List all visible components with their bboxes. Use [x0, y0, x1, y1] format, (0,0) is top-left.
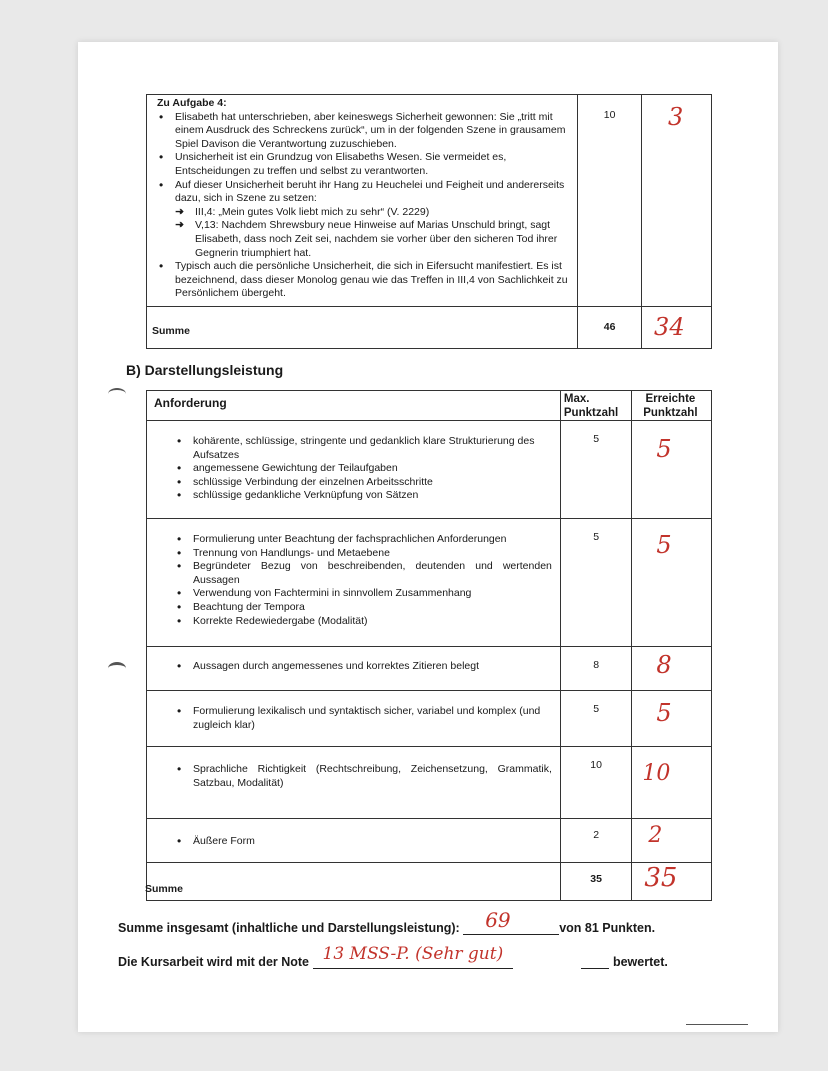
task-4-subpoints [175, 206, 571, 260]
document-page [78, 42, 778, 1032]
header-requirement [147, 391, 561, 421]
criteria-item: • Äußere Form [193, 835, 552, 849]
criteria-row [147, 747, 712, 819]
header-requirement-label: Anforderung [154, 396, 227, 410]
arrow-right-icon: • ➔ [175, 219, 185, 232]
criteria-achieved: 5 [656, 531, 672, 559]
grade-blank [313, 944, 513, 969]
criteria-cell [147, 819, 561, 863]
criteria-item: • Verwendung von Fachtermini in sinnvollem Zusammenhang [193, 587, 552, 601]
header-max-label: Max. Punktzahl [563, 393, 619, 419]
criteria-row [147, 819, 712, 863]
criteria-list [175, 705, 552, 732]
criteria-item: • Korrekte Redewiedergabe (Modalität) [193, 615, 552, 629]
summe-label-b: Summe [145, 883, 183, 895]
criteria-row [147, 421, 712, 519]
header-achieved-label: Erreichte Punktzahl [643, 393, 698, 419]
margin-mark [108, 388, 126, 400]
criteria-item: • schlüssige gedankliche Verknüpfung von Sätzen [193, 489, 552, 503]
edge-line [686, 1024, 748, 1025]
task-4-subpoint [175, 219, 571, 260]
criteria-achieved-cell [632, 519, 712, 647]
criteria-achieved-cell [632, 647, 712, 691]
criteria-item: • Begründeter Bezug von beschreibenden, deutenden und wertenden Aussagen [193, 560, 552, 587]
task-4-heading: Zu Aufgabe 4: [157, 97, 227, 109]
criteria-max: 5 [593, 433, 600, 445]
task-4-bullet: • Elisabeth hat unterschrieben, aber keineswegs Sicherheit gewonnen: Sie „tritt mit einem Ausdruck des Schreckens zurück“, um in der folgenden Szene in grausamem Spiel Davison die Verantwortung zuzuschieben. [175, 111, 571, 152]
criteria-item: • schlüssige Verbindung der einzelnen Arbeitsschritte [193, 476, 552, 490]
criteria-max: 5 [593, 531, 600, 543]
criteria-item: • Formulierung unter Beachtung der fachsprachlichen Anforderungen [193, 533, 552, 547]
criteria-item: • Trennung von Handlungs- und Metaebene [193, 547, 552, 561]
summe-max-cell-a [578, 307, 642, 349]
task-4-achieved-cell [642, 95, 712, 307]
criteria-item: • angemessene Gewichtung der Teilaufgaben [193, 462, 552, 476]
task-4-bullet: • Typisch auch die persönliche Unsicherheit, die sich in Eifersucht manifestiert. Es ist bezeichnend, dass dieser Monolog genau wie das Treffen in III,4 von Sachlichkeit zu Persönlichem übergeht. [175, 260, 571, 301]
summe-row-a [147, 307, 712, 349]
task-4-max-cell [578, 95, 642, 307]
criteria-max-cell [560, 421, 632, 519]
criteria-cell [147, 647, 561, 691]
criteria-achieved-cell [632, 819, 712, 863]
criteria-max-cell [560, 819, 632, 863]
total-value: 69 [485, 908, 511, 932]
criteria-list [175, 533, 552, 628]
grade-label: Die Kursarbeit wird mit der Note [118, 955, 310, 969]
summe-achieved-cell-a [642, 307, 712, 349]
grade-suffix: bewertet. [612, 955, 668, 969]
criteria-achieved-cell [632, 747, 712, 819]
margin-mark [108, 662, 126, 675]
criteria-max-cell [560, 691, 632, 747]
criteria-achieved: 5 [656, 699, 672, 727]
criteria-cell [147, 747, 561, 819]
task-4-subpoint-text: V,13: Nachdem Shrewsbury neue Hinweise auf Marias Unschuld bringt, sagt Elisabeth, dass noch Zeit sei, nachdem sie vorher über den sicheren Tod ihrer Gegnerin triumphiert hat. [195, 219, 558, 259]
summe-label-a: Summe [152, 325, 190, 337]
criteria-max: 8 [593, 659, 600, 671]
total-suffix: von 81 Punkten. [559, 921, 656, 935]
criteria-cell [147, 519, 561, 647]
criteria-row [147, 519, 712, 647]
header-row-b [147, 391, 712, 421]
task-4-max: 10 [603, 109, 616, 121]
task-4-subpoint [175, 205, 571, 220]
arrow-right-icon: • ➔ [175, 205, 185, 218]
criteria-list [175, 435, 552, 503]
summe-max-b: 35 [590, 873, 602, 885]
summe-achieved-a: 34 [654, 313, 685, 341]
criteria-achieved-cell [632, 691, 712, 747]
criteria-achieved: 8 [656, 651, 672, 679]
criteria-achieved: 10 [642, 761, 671, 786]
criteria-item: • kohärente, schlüssige, stringente und gedanklich klare Strukturierung des Aufsatzes [193, 435, 552, 462]
task-4-bullet [175, 179, 571, 261]
criteria-cell [147, 691, 561, 747]
summe-label-cell-b [147, 863, 561, 901]
task-4-bullet: • Unsicherheit ist ein Grundzug von Elisabeths Wesen. Sie vermeidet es, Entscheidungen zu treffen und selbst zu verantworten. [175, 151, 571, 178]
summe-max-cell-b [560, 863, 632, 901]
criteria-item: • Sprachliche Richtigkeit (Rechtschreibung, Zeichensetzung, Grammatik, Satzbau, Modalität) [193, 763, 552, 790]
criteria-max: 5 [593, 703, 600, 715]
criteria-achieved: 2 [648, 823, 663, 848]
criteria-achieved: 5 [656, 435, 672, 463]
content-table-a [146, 94, 712, 349]
presentation-table-b [146, 390, 712, 901]
criteria-max-cell [560, 747, 632, 819]
total-blank [463, 908, 559, 935]
task-4-achieved: 3 [668, 103, 684, 131]
criteria-cell [147, 421, 561, 519]
criteria-max: 10 [590, 759, 602, 771]
criteria-list [175, 660, 552, 674]
part-b-title: B) Darstellungsleistung [126, 362, 284, 378]
grade-line [118, 944, 668, 969]
task-4-criteria [147, 95, 578, 307]
criteria-max-cell [560, 647, 632, 691]
summe-achieved-cell-b [632, 863, 712, 901]
criteria-list [175, 763, 552, 790]
criteria-max-cell [560, 519, 632, 647]
criteria-achieved-cell [632, 421, 712, 519]
task-4-subpoint-text: III,4: „Mein gutes Volk liebt mich zu sehr“ (V. 2229) [195, 205, 430, 218]
summe-achieved-b: 35 [644, 863, 678, 893]
summe-max-a: 46 [603, 321, 616, 333]
task-4-row [147, 95, 712, 307]
criteria-item: • Aussagen durch angemessenes und korrektes Zitieren belegt [193, 660, 552, 674]
criteria-list [175, 835, 552, 849]
summe-label-cell-a [147, 307, 578, 349]
task-4-bullets [157, 111, 571, 301]
grade-blank-2 [581, 954, 609, 969]
header-max [560, 391, 632, 421]
total-label: Summe insgesamt (inhaltliche und Darstellungsleistung): [118, 921, 460, 935]
criteria-row [147, 647, 712, 691]
task-4-bullet-text: Auf dieser Unsicherheit beruht ihr Hang zu Heuchelei und Feigheit und andererseits dazu, sich in Szene zu setzen: [175, 178, 565, 205]
header-achieved [632, 391, 712, 421]
summe-row-b [147, 863, 712, 901]
criteria-item: • Beachtung der Tempora [193, 601, 552, 615]
criteria-row [147, 691, 712, 747]
total-line [118, 908, 656, 935]
criteria-item: • Formulierung lexikalisch und syntaktisch sicher, variabel und komplex (und zugleich klar) [193, 705, 552, 732]
grade-value: 13 MSS-P. (Sehr gut) [322, 944, 504, 964]
criteria-max: 2 [593, 829, 600, 841]
